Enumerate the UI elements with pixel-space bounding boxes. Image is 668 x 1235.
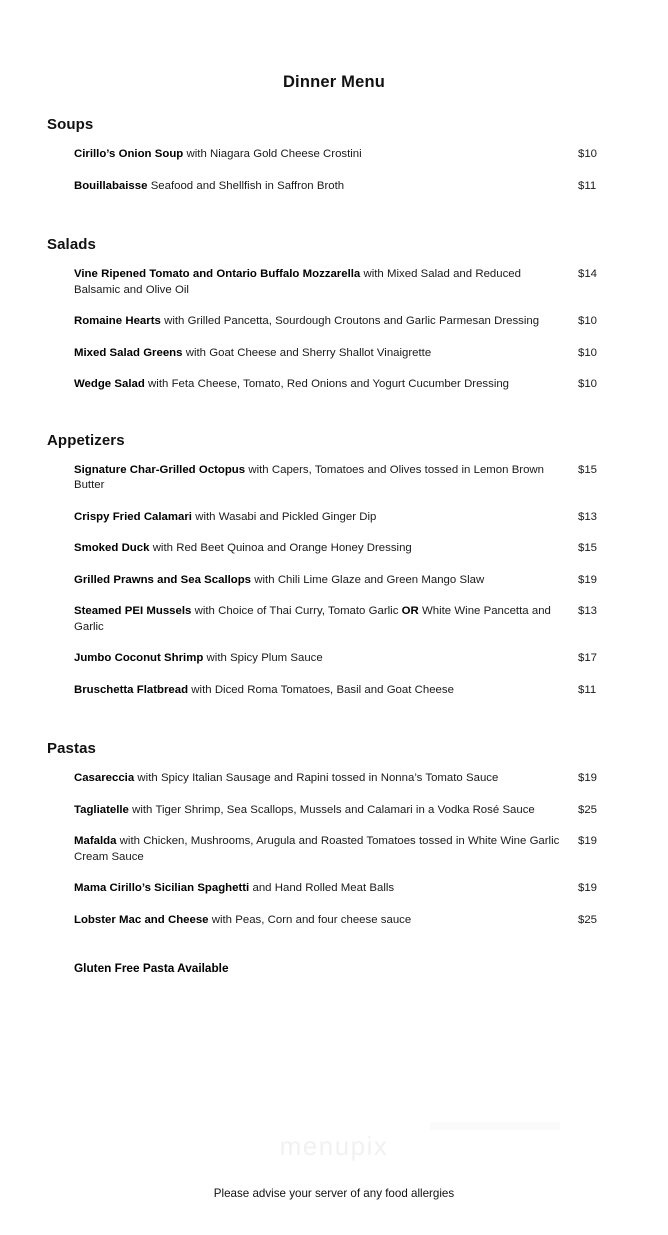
menu-item-name: Cirillo’s Onion Soup (74, 148, 184, 160)
menu-item-name: Signature Char-Grilled Octopus (74, 463, 246, 476)
menu-item-price: $15 (578, 542, 598, 554)
menu-item-description (74, 541, 566, 557)
menu-item-price: $10 (578, 378, 598, 390)
menu-item-name: Grilled Prawns and Sea Scallops (74, 573, 252, 586)
menu-item-name: Mafalda (74, 835, 117, 847)
menu-item-price: $11 (578, 683, 597, 696)
menu-item-detail: with Capers, Tomatoes and Olives tossed in Lemon Brown Butter (74, 463, 544, 491)
menu-item (0, 377, 668, 393)
menu-item (0, 771, 668, 787)
menu-item-detail: with Tiger Shrimp, Sea Scallops, Mussels and Calamari in a Vodka Rosé Sauce (128, 803, 535, 816)
menu-item-name: Casareccia (74, 772, 135, 784)
menu-item-detail: with Red Beet Quinoa and Orange Honey Dressing (149, 542, 412, 554)
menu-item-description (74, 683, 566, 699)
menu-item-price: $25 (578, 803, 598, 816)
section-items (0, 463, 668, 699)
menu-item-detail: with Wasabi and Pickled Ginger Dip (191, 510, 377, 523)
menu-item-detail: with Grilled Pancetta, Sourdough Croutons and Garlic Parmesan Dressing (160, 315, 540, 327)
menu-item-price: $15 (578, 463, 598, 476)
menu-item-price: $10 (578, 315, 598, 327)
menu-item-name: Mixed Salad Greens (74, 346, 183, 359)
menu-item-name: Lobster Mac and Cheese (74, 913, 209, 926)
menu-item (0, 541, 668, 557)
menu-item-price: $10 (578, 346, 598, 359)
menu-item-name: Bruschetta Flatbread (74, 683, 189, 696)
menu-item-detail: and Hand Rolled Meat Balls (249, 882, 395, 894)
section-heading: Soups (47, 116, 94, 133)
menu-item-description (74, 147, 566, 163)
menu-item-name: Crispy Fried Calamari (74, 510, 192, 523)
menu-item-description (74, 651, 566, 667)
menu-item (0, 913, 668, 929)
menu-item-price: $10 (578, 148, 598, 160)
menu-item-detail: Seafood and Shellfish in Saffron Broth (147, 179, 345, 192)
menu-item (0, 346, 668, 362)
section-items (0, 771, 668, 928)
menu-item (0, 314, 668, 330)
menu-item (0, 510, 668, 526)
menu-item-detail: with Feta Cheese, Tomato, Red Onions and Yogurt Cucumber Dressing (144, 378, 510, 390)
menu-item-price: $19 (578, 835, 598, 847)
menu-item (0, 147, 668, 163)
section-heading: Appetizers (47, 431, 125, 449)
menu-item-description (74, 179, 566, 195)
section-heading: Salads (47, 236, 96, 253)
section-heading: Pastas (47, 740, 96, 757)
section-spacer (0, 210, 668, 236)
menu-section (0, 432, 668, 699)
menu-item-name: Vine Ripened Tomato and Ontario Buffalo Mozzarella (74, 268, 361, 280)
menu-item (0, 573, 668, 589)
menu-item-description (74, 771, 566, 787)
menu-item-price: $19 (578, 573, 598, 586)
menu-item-price: $13 (578, 605, 598, 617)
menu-item-description (74, 510, 566, 526)
section-note: Gluten Free Pasta Available (74, 961, 229, 975)
menu-item-detail: with Niagara Gold Cheese Crostini (183, 148, 362, 160)
menu-item-price: $19 (578, 772, 598, 784)
menu-item-description (74, 314, 566, 330)
menu-item-emphasis: OR (401, 605, 419, 617)
menu-item-description (74, 463, 566, 494)
menu-item (0, 803, 668, 819)
menu-item-description (74, 346, 566, 362)
menu-item-price: $11 (578, 179, 597, 192)
menu-item-detail: with Mixed Salad and Reduced Balsamic and Olive Oil (74, 268, 521, 296)
menu-item (0, 683, 668, 699)
menu-item-description (74, 604, 566, 635)
menu-item (0, 834, 668, 865)
menu-item-name: Mama Cirillo’s Sicilian Spaghetti (74, 882, 250, 894)
section-spacer (0, 714, 668, 740)
menu-item (0, 179, 668, 195)
menu-item-description (74, 377, 566, 393)
menu-item-description (74, 267, 566, 298)
menu-item-detail: with Peas, Corn and four cheese sauce (208, 913, 412, 926)
watermark-smudge (430, 1122, 560, 1130)
menu-section (0, 236, 668, 393)
menu-item-name: Wedge Salad (74, 378, 145, 390)
menu-sections (0, 116, 668, 975)
menu-item-detail: with Choice of Thai Curry, Tomato Garlic (191, 605, 402, 617)
menu-item-detail: with Chili Lime Glaze and Green Mango Slaw (251, 573, 485, 586)
section-items (0, 147, 668, 194)
menu-item-price: $13 (578, 510, 598, 523)
menu-item-description (74, 881, 566, 897)
menu-item-name: Bouillabaisse (74, 179, 148, 192)
menu-item-name: Steamed PEI Mussels (74, 605, 192, 617)
menu-item (0, 604, 668, 635)
menu-section (0, 740, 668, 975)
page-title: Dinner Menu (282, 73, 386, 91)
menu-item-description (74, 573, 566, 589)
menu-item-price: $14 (578, 268, 598, 280)
menu-item-name: Smoked Duck (74, 542, 150, 554)
menu-item-detail: with Goat Cheese and Sherry Shallot Vinaigrette (182, 346, 432, 359)
menu-item (0, 267, 668, 298)
menu-item-detail: with Chicken, Mushrooms, Arugula and Roasted Tomatoes tossed in White Wine Garlic Cream Sauce (74, 835, 560, 863)
section-items (0, 267, 668, 393)
menu-item-detail: with Spicy Plum Sauce (203, 652, 323, 664)
menupix-watermark: menupix (279, 1131, 389, 1161)
section-spacer (0, 409, 668, 432)
allergy-footer-note: Please advise your server of any food allergies (213, 1187, 455, 1200)
menu-item (0, 651, 668, 667)
menu-item-price: $19 (578, 882, 598, 894)
menu-item (0, 463, 668, 494)
menu-item-detail: with Diced Roma Tomatoes, Basil and Goat Cheese (188, 683, 454, 696)
menu-item-description (74, 913, 566, 929)
menu-item-name: Romaine Hearts (74, 315, 161, 327)
menu-item-name: Tagliatelle (74, 803, 129, 816)
menu-item-price: $25 (578, 913, 598, 926)
menu-item-description (74, 834, 566, 865)
menu-section (0, 116, 668, 194)
menu-item (0, 881, 668, 897)
menu-item-detail: with Spicy Italian Sausage and Rapini tossed in Nonna’s Tomato Sauce (134, 772, 499, 784)
menu-item-detail-tail: White Wine Pancetta and Garlic (74, 605, 551, 633)
menu-item-price: $17 (578, 652, 598, 664)
menu-item-name: Jumbo Coconut Shrimp (74, 652, 204, 664)
menu-item-description (74, 803, 566, 819)
